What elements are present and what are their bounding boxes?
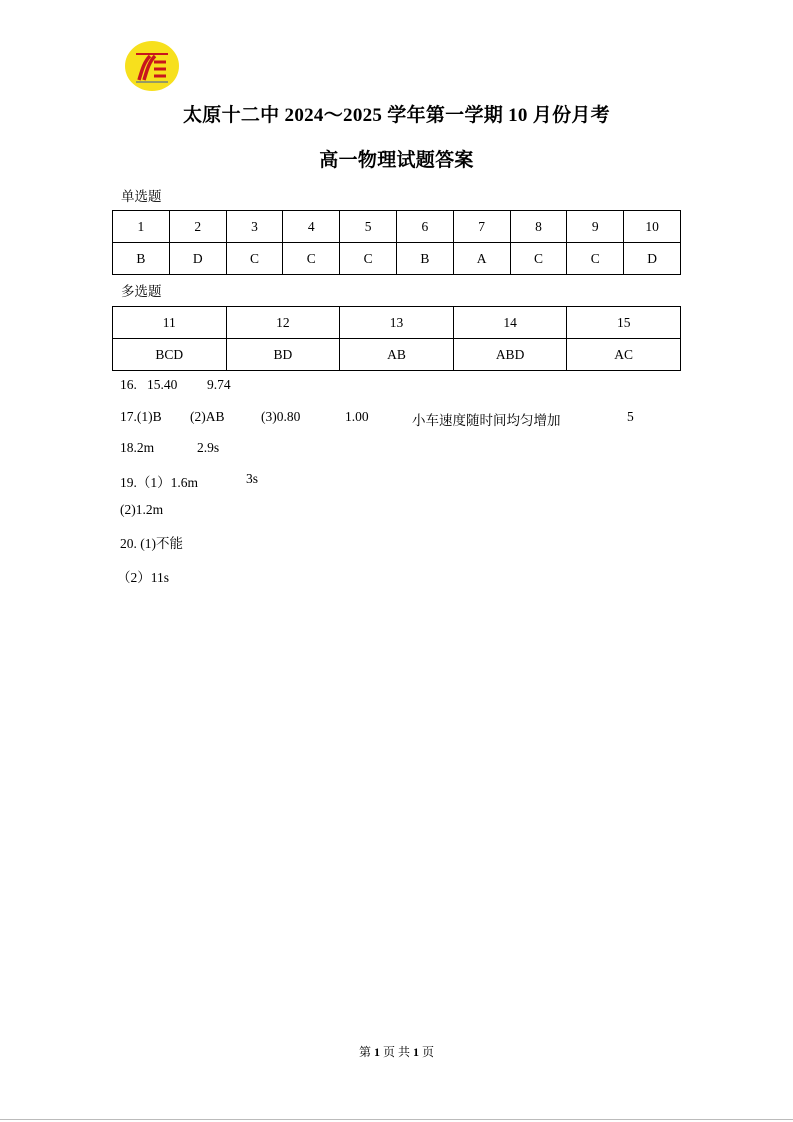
question-number: 11 bbox=[113, 307, 227, 339]
answer-cell: ABD bbox=[453, 339, 567, 371]
page-number: 1 bbox=[373, 1045, 380, 1059]
document-title: 太原十二中 2024～2025 学年第一学期 10 月份月考 bbox=[182, 105, 610, 126]
footer-text: 页 bbox=[422, 1045, 435, 1059]
question-number: 3 bbox=[226, 211, 283, 243]
question-number: 8 bbox=[510, 211, 567, 243]
footer-text: 共 bbox=[398, 1045, 411, 1059]
table-row bbox=[113, 339, 681, 371]
q19-answer-3: (2)1.2m bbox=[120, 502, 164, 517]
question-number: 14 bbox=[453, 307, 567, 339]
q17-part-4: 1.00 bbox=[345, 409, 369, 424]
q16-answer-1: 15.40 bbox=[147, 377, 178, 392]
single-choice-table bbox=[112, 210, 681, 275]
q20-answer-1: 20. (1)不能 bbox=[120, 536, 183, 551]
page-footer bbox=[0, 1043, 793, 1060]
question-number: 6 bbox=[396, 211, 453, 243]
multi-choice-table bbox=[112, 306, 681, 371]
answer-cell: A bbox=[453, 243, 510, 275]
question-number: 4 bbox=[283, 211, 340, 243]
q18-answer-2: 2.9s bbox=[197, 440, 220, 455]
question-number: 2 bbox=[169, 211, 226, 243]
q16-answer-2: 9.74 bbox=[207, 377, 231, 392]
answer-cell: C bbox=[226, 243, 283, 275]
table-row bbox=[113, 307, 681, 339]
q19-answer-2: 3s bbox=[246, 471, 259, 486]
multi-choice-label: 多选题 bbox=[121, 284, 162, 299]
question-number: 10 bbox=[624, 211, 681, 243]
answer-cell: BD bbox=[226, 339, 340, 371]
footer-text: 页 bbox=[382, 1045, 395, 1059]
school-logo bbox=[124, 40, 180, 92]
q17-part-2: (2)AB bbox=[190, 409, 225, 424]
q19-answer-1: 19.（1）1.6m bbox=[120, 475, 199, 490]
question-number: 15 bbox=[567, 307, 681, 339]
question-number: 7 bbox=[453, 211, 510, 243]
answer-cell: D bbox=[624, 243, 681, 275]
q17-part-3: (3)0.80 bbox=[261, 409, 301, 424]
answer-cell: B bbox=[396, 243, 453, 275]
answer-cell: AB bbox=[340, 339, 454, 371]
answer-cell: D bbox=[169, 243, 226, 275]
question-number: 9 bbox=[567, 211, 624, 243]
page-edge-line bbox=[0, 1119, 793, 1120]
document-subtitle: 高一物理试题答案 bbox=[319, 150, 474, 171]
answer-cell: B bbox=[113, 243, 170, 275]
answer-cell: AC bbox=[567, 339, 681, 371]
table-row bbox=[113, 211, 681, 243]
footer-text: 第 bbox=[358, 1045, 371, 1059]
q17-part-6: 5 bbox=[627, 409, 634, 424]
question-number: 12 bbox=[226, 307, 340, 339]
q20-answer-2: （2）11s bbox=[117, 570, 170, 585]
single-choice-label: 单选题 bbox=[121, 189, 162, 204]
q17-part-5: 小车速度随时间均匀增加 bbox=[412, 413, 561, 428]
answer-cell: BCD bbox=[113, 339, 227, 371]
question-number: 1 bbox=[113, 211, 170, 243]
question-number: 5 bbox=[340, 211, 397, 243]
answer-cell: C bbox=[340, 243, 397, 275]
page-total: 1 bbox=[413, 1045, 420, 1059]
answer-cell: C bbox=[567, 243, 624, 275]
answer-cell: C bbox=[510, 243, 567, 275]
q16-number: 16. bbox=[120, 377, 137, 392]
answer-cell: C bbox=[283, 243, 340, 275]
question-number: 13 bbox=[340, 307, 454, 339]
q18-answer-1: 18.2m bbox=[120, 440, 155, 455]
q17-part-1: 17.(1)B bbox=[120, 409, 162, 424]
table-row bbox=[113, 243, 681, 275]
